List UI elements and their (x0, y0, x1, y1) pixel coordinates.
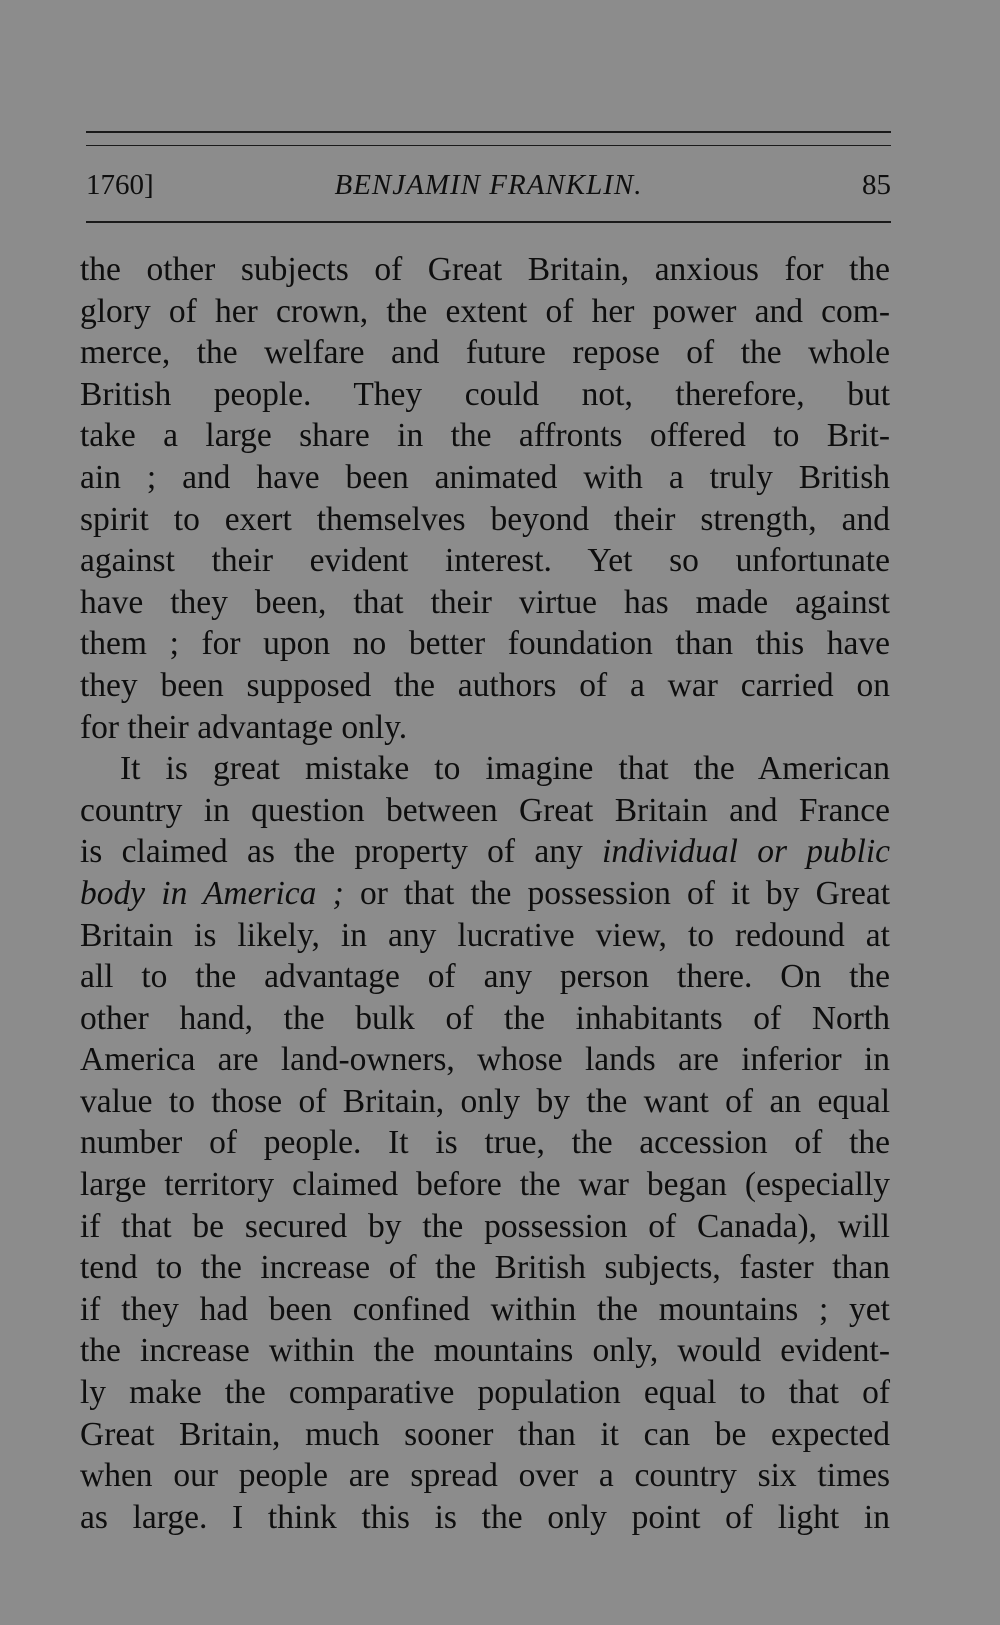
text-line: number of people. It is true, the accession of the (80, 1124, 890, 1162)
text-line: country in question between Great Britain and France (80, 791, 890, 829)
running-head-title: BENJAMIN FRANKLIN. (334, 169, 643, 201)
text-line: America are land-owners, whose lands are inferior in (80, 1041, 890, 1079)
text-line: they been supposed the authors of a war carried on (80, 666, 890, 704)
text-line: ain ; and have been animated with a truly British (80, 458, 890, 496)
text-line: if that be secured by the possession of Canada), will (80, 1207, 890, 1245)
text-span: or that the possession of it by Great (343, 874, 891, 912)
text-line (80, 831, 890, 873)
text-line: merce, the welfare and future repose of the whole (80, 334, 890, 372)
text-span: is claimed as the property of any (80, 833, 603, 871)
text-line: Great Britain, much sooner than it can be expected (80, 1415, 890, 1453)
text-line: glory of her crown, the extent of her power and com- (80, 292, 890, 330)
text-line: when our people are spread over a country six times (80, 1457, 890, 1495)
running-head (86, 165, 891, 205)
text-line: value to those of Britain, only by the want of an equal (80, 1082, 890, 1120)
text-line: spirit to exert themselves beyond their strength, and (80, 500, 890, 538)
text-line: British people. They could not, therefore, but (80, 375, 890, 413)
text-line: have they been, that their virtue has made against (80, 583, 890, 621)
header-rule-bottom (86, 221, 891, 223)
text-line: the increase within the mountains only, would evident- (80, 1332, 890, 1370)
text-line: Britain is likely, in any lucrative view, to redound at (80, 916, 890, 954)
page-number: 85 (862, 169, 891, 201)
text-line: ly make the comparative population equal to that of (80, 1374, 890, 1412)
header-rule-top (86, 131, 891, 133)
text-line: It is great mistake to imagine that the American (120, 750, 890, 788)
text-line: against their evident interest. Yet so unfortunate (80, 542, 890, 580)
body-text (80, 249, 890, 1538)
text-line: as large. I think this is the only point of light in (80, 1498, 890, 1536)
running-head-year: 1760] (86, 169, 154, 201)
header-rule-top-thin (86, 145, 891, 146)
text-line: if they had been confined within the mountains ; yet (80, 1290, 890, 1328)
italic-text-span: body in America ; (80, 874, 344, 912)
italic-text-span: individual or public (602, 833, 891, 871)
text-line: large territory claimed before the war began (especially (80, 1166, 890, 1204)
text-line: take a large share in the affronts offered to Brit- (80, 417, 890, 455)
text-line: tend to the increase of the British subjects, faster than (80, 1249, 890, 1287)
text-line: all to the advantage of any person there. On the (80, 958, 890, 996)
text-line (80, 873, 890, 915)
text-line: the other subjects of Great Britain, anxious for the (80, 251, 890, 288)
text-line: for their advantage only. (80, 708, 408, 746)
text-line: other hand, the bulk of the inhabitants of North (80, 999, 890, 1037)
text-line: them ; for upon no better foundation than this have (80, 625, 890, 663)
